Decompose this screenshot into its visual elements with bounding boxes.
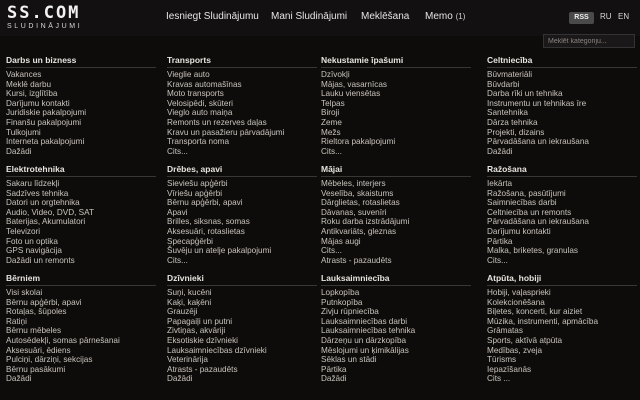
category-link[interactable]: Pārtika: [321, 364, 347, 374]
category-link[interactable]: Biroji: [321, 108, 340, 118]
category-link[interactable]: Mēslojumi un ķimikālijas: [321, 345, 409, 355]
category-link[interactable]: Zivtiņas, akvāriji: [167, 326, 226, 336]
category-title[interactable]: Celtniecība: [487, 55, 637, 68]
category-link[interactable]: Darījumu kontakti: [6, 98, 70, 108]
category-link[interactable]: Grauzēji: [167, 307, 198, 317]
category-link[interactable]: Specapģērbi: [167, 236, 213, 246]
category-link[interactable]: Juridiskie pakalpojumi: [6, 108, 87, 118]
category-link[interactable]: Saimniecības darbi: [487, 198, 557, 208]
lang-en-link[interactable]: EN: [618, 12, 630, 21]
category-title[interactable]: Atpūta, hobiji: [487, 273, 637, 286]
category-link[interactable]: Kravu un pasažieru pārvadājumi: [167, 127, 285, 137]
rss-button[interactable]: RSS: [569, 12, 594, 24]
category-link[interactable]: Dāvanas, suvenīri: [321, 207, 387, 217]
category-block: [487, 273, 637, 384]
category-link[interactable]: Projekti, dizains: [487, 127, 545, 137]
category-link[interactable]: Pārvadāšana un iekraušana: [487, 217, 589, 227]
category-link[interactable]: Meklē darbu: [6, 79, 52, 89]
category-link[interactable]: Dzīvokļi: [321, 70, 350, 79]
category-block: [321, 55, 471, 156]
category-link[interactable]: Atrasts - pazaudēts: [321, 255, 392, 265]
category-link[interactable]: Dārza tehnika: [487, 117, 538, 127]
category-link[interactable]: Tulkojumi: [6, 127, 41, 137]
category-link[interactable]: Cits...: [167, 255, 188, 265]
category-block: [167, 164, 317, 265]
category-link[interactable]: Lauksaimniecības dzīvnieki: [167, 345, 267, 355]
category-block: [6, 55, 156, 156]
category-block: [167, 273, 317, 384]
site-logo[interactable]: [7, 4, 82, 31]
category-link[interactable]: Veselība, skaistums: [321, 188, 394, 198]
category-block: [321, 273, 471, 384]
category-title[interactable]: Ražošana: [487, 164, 637, 177]
category-block: [6, 164, 156, 265]
nav-my-ads[interactable]: Mani Sludinājumi: [271, 11, 348, 22]
category-link[interactable]: Dārzeņu un dārzkopība: [321, 335, 407, 345]
category-link[interactable]: Biļetes, koncerti, kur aiziet: [487, 307, 583, 317]
category-link[interactable]: Dažādi: [6, 146, 32, 156]
category-link[interactable]: Lauksaimniecības tehnika: [321, 326, 416, 336]
category-link[interactable]: Visi skolai: [6, 288, 43, 297]
category-link[interactable]: Velosipēdi, skūteri: [167, 98, 233, 108]
category-link[interactable]: Kursi, izglītība: [6, 89, 58, 99]
category-block: [167, 55, 317, 156]
category-title[interactable]: Nekustamie īpašumi: [321, 55, 471, 68]
category-link[interactable]: Cits...: [321, 146, 342, 156]
nav-memo-label: Memo: [425, 11, 453, 22]
category-link[interactable]: Dažādi: [321, 374, 347, 384]
category-link[interactable]: Lauku viensētas: [321, 89, 381, 99]
category-link[interactable]: Sieviešu apģērbi: [167, 179, 228, 188]
category-link[interactable]: Mēbeles, interjers: [321, 179, 386, 188]
category-link[interactable]: Suņi, kucēni: [167, 288, 212, 297]
category-link[interactable]: Kaķi, kaķēni: [167, 297, 212, 307]
category-link[interactable]: Mājas, vasarnīcas: [321, 79, 387, 89]
nav-search[interactable]: Meklēšana: [361, 11, 410, 22]
category-link[interactable]: Pārvadāšana un iekraušana: [487, 137, 589, 147]
category-link[interactable]: Vīriešu apģērbi: [167, 188, 223, 198]
top-bar: [0, 0, 640, 36]
category-link[interactable]: Rieltora pakalpojumi: [321, 137, 396, 147]
category-link[interactable]: Kravas automašīnas: [167, 79, 242, 89]
category-link[interactable]: Antikvariāts, gleznas: [321, 226, 397, 236]
category-link[interactable]: Zeme: [321, 117, 342, 127]
category-link[interactable]: Būvmateriāli: [487, 70, 533, 79]
category-link[interactable]: Cits...: [487, 255, 508, 265]
category-link[interactable]: Interneta pakalpojumi: [6, 137, 85, 147]
category-block: [6, 273, 156, 384]
category-link[interactable]: Rotaļas, šūpoles: [6, 307, 67, 317]
category-link[interactable]: Televizori: [6, 226, 41, 236]
category-link[interactable]: Aksesuāri, ēdiens: [6, 345, 71, 355]
category-link[interactable]: Dažādi: [6, 374, 32, 384]
category-link[interactable]: Celtniecība un remonts: [487, 207, 572, 217]
category-link[interactable]: Moto transports: [167, 89, 224, 99]
category-link[interactable]: Veterinārija: [167, 355, 208, 365]
category-link[interactable]: Bērnu apģērbi, apavi: [167, 198, 243, 208]
category-link[interactable]: Pulciņi, dārziņi, sekcijas: [6, 355, 93, 365]
logo-text: SS.COM: [7, 3, 81, 23]
category-link[interactable]: Telpas: [321, 98, 345, 108]
category-link[interactable]: Autosēdekļi, somas pārnešanai: [6, 335, 120, 345]
category-link[interactable]: Sadzīves tehnika: [6, 188, 69, 198]
category-link[interactable]: Baterijas, Akumulatori: [6, 217, 86, 227]
memo-count-badge: (1): [455, 12, 466, 21]
category-link[interactable]: Brilles, siksnas, somas: [167, 217, 250, 227]
category-link[interactable]: Remonts un rezerves daļas: [167, 117, 267, 127]
category-link[interactable]: Mūzika, instrumenti, apmācība: [487, 316, 599, 326]
nav-submit-ad[interactable]: Iesniegt Sludinājumu: [166, 11, 259, 22]
category-link[interactable]: Putnkopība: [321, 297, 363, 307]
category-link[interactable]: Cits...: [167, 146, 188, 156]
category-link[interactable]: Sēklas un stādi: [321, 355, 377, 365]
category-link[interactable]: Vieglo auto maiņa: [167, 108, 233, 118]
category-link[interactable]: Eksotiskie dzīvnieki: [167, 335, 238, 345]
category-link[interactable]: Kolekcionēšana: [487, 297, 545, 307]
category-link[interactable]: Sports, aktīvā atpūta: [487, 335, 563, 345]
category-link[interactable]: Mājas augi: [321, 236, 361, 246]
category-title[interactable]: Dzīvnieki: [167, 273, 317, 286]
category-link[interactable]: Lopkopība: [321, 288, 360, 297]
category-link[interactable]: Vieglie auto: [167, 70, 210, 79]
category-title[interactable]: Lauksaimniecība: [321, 273, 471, 286]
category-link[interactable]: Darba rīki un tehnika: [487, 89, 563, 99]
category-link[interactable]: Ražošana, pasūtījumi: [487, 188, 566, 198]
category-link[interactable]: Grāmatas: [487, 326, 523, 336]
category-link[interactable]: Lauksaimniecības darbi: [321, 316, 408, 326]
category-block: [321, 164, 471, 265]
category-link[interactable]: Sakaru līdzekļi: [6, 179, 60, 188]
category-link[interactable]: Vakances: [6, 70, 42, 79]
category-link[interactable]: Pārtika: [487, 236, 513, 246]
category-link[interactable]: Būvdarbi: [487, 79, 520, 89]
category-link[interactable]: Medības, zveja: [487, 345, 543, 355]
category-title[interactable]: Mājai: [321, 164, 471, 177]
category-link[interactable]: Tūrisms: [487, 355, 517, 365]
category-link[interactable]: Santehnika: [487, 108, 528, 118]
category-link[interactable]: Dārglietas, rotaslietas: [321, 198, 400, 208]
category-link[interactable]: Foto un optika: [6, 236, 58, 246]
category-link[interactable]: Iekārta: [487, 179, 513, 188]
category-link[interactable]: Aksesuāri, rotaslietas: [167, 226, 245, 236]
category-link[interactable]: Dažādi: [167, 374, 193, 384]
category-link[interactable]: Instrumentu un tehnikas īre: [487, 98, 587, 108]
category-link[interactable]: Bērnu mēbeles: [6, 326, 62, 336]
category-link[interactable]: Transporta noma: [167, 137, 230, 147]
category-title[interactable]: Drēbes, apavi: [167, 164, 317, 177]
category-link[interactable]: Cits...: [321, 246, 342, 256]
category-link[interactable]: Atrasts - pazaudēts: [167, 364, 238, 374]
category-link[interactable]: Datori un orgtehnika: [6, 198, 80, 208]
category-link[interactable]: Audio, Video, DVD, SAT: [6, 207, 94, 217]
category-link[interactable]: Apavi: [167, 207, 188, 217]
category-link[interactable]: Cits ...: [487, 374, 511, 384]
category-link[interactable]: GPS navigācija: [6, 246, 62, 256]
category-link[interactable]: Malka, briketes, granulas: [487, 246, 579, 256]
category-search-input[interactable]: [543, 34, 635, 48]
category-link[interactable]: Bērnu apģērbi, apavi: [6, 297, 82, 307]
category-block: [487, 55, 637, 156]
category-link[interactable]: Šuvēju un atelje pakalpojumi: [167, 246, 272, 256]
category-link[interactable]: Dažādi: [487, 146, 513, 156]
category-title[interactable]: Bērniem: [6, 273, 156, 286]
category-link[interactable]: Darījumu kontakti: [487, 226, 551, 236]
category-title[interactable]: Darbs un bizness: [6, 55, 156, 68]
category-link[interactable]: Finanšu pakalpojumi: [6, 117, 82, 127]
category-title[interactable]: Transports: [167, 55, 317, 68]
category-link[interactable]: Roku darba izstrādājumi: [321, 217, 410, 227]
lang-ru-link[interactable]: RU: [600, 12, 612, 21]
category-link[interactable]: Iepazīšanās: [487, 364, 532, 374]
category-link[interactable]: Dažādi un remonts: [6, 255, 75, 265]
category-link[interactable]: Mežs: [321, 127, 341, 137]
category-link[interactable]: Bērnu pasākumi: [6, 364, 66, 374]
category-link[interactable]: Ratiņi: [6, 316, 27, 326]
logo-subtitle: SLUDINĀJUMI: [7, 23, 83, 30]
category-link[interactable]: Papagaiļi un putni: [167, 316, 233, 326]
category-link[interactable]: Zivju rūpniecība: [321, 307, 379, 317]
nav-memo[interactable]: [425, 11, 465, 22]
category-block: [487, 164, 637, 265]
category-title[interactable]: Elektrotehnika: [6, 164, 156, 177]
category-link[interactable]: Hobiji, vaļasprieki: [487, 288, 551, 297]
